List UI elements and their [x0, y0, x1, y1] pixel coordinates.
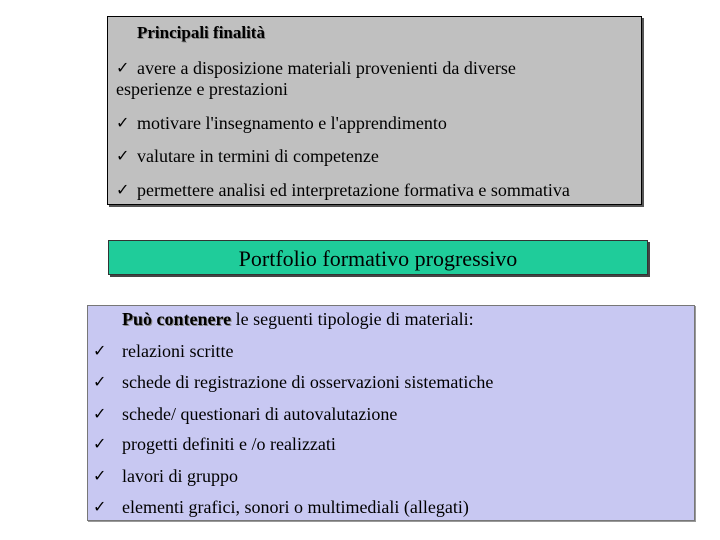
finalita-item-1-line1: avere a disposizione materiali provenienti da diverse: [137, 58, 516, 78]
portfolio-title: Portfolio formativo progressivo: [238, 246, 518, 271]
check-icon: ✓: [116, 58, 130, 77]
materiali-item-4: progetti definiti e /o realizzati: [122, 434, 336, 454]
materiali-item-3: schede/ questionari di autovalutazione: [122, 404, 398, 424]
materiali-item-5: lavori di gruppo: [122, 466, 238, 486]
finalita-title: Principali finalità: [137, 23, 265, 42]
finalita-item-3: valutare in termini di competenze: [137, 146, 379, 166]
check-icon: ✓: [116, 113, 130, 132]
materiali-lead-rest: le seguenti tipologie di materiali:: [231, 309, 474, 329]
check-icon: ✓: [93, 497, 107, 516]
materiali-item-1: relazioni scritte: [122, 341, 234, 361]
materiali-item-2: schede di registrazione di osservazioni sistematiche: [122, 372, 494, 392]
materiali-item-6: elementi grafici, sonori o multimediali (allegati): [122, 497, 469, 517]
materiali-lead: [122, 308, 474, 330]
check-icon: ✓: [93, 466, 107, 485]
finalita-item-4: permettere analisi ed interpretazione formativa e sommativa: [137, 180, 570, 200]
finalita-item-1-line2: esperienze e prestazioni: [116, 79, 288, 99]
check-icon: ✓: [116, 180, 130, 199]
materiali-lead-bold: Può contenere: [122, 309, 232, 329]
check-icon: ✓: [93, 341, 107, 360]
check-icon: ✓: [93, 404, 107, 423]
check-icon: ✓: [116, 146, 130, 165]
finalita-box: [107, 16, 642, 205]
check-icon: ✓: [93, 372, 107, 391]
finalita-item-2: motivare l'insegnamento e l'apprendimento: [137, 113, 447, 133]
check-icon: ✓: [93, 434, 107, 453]
